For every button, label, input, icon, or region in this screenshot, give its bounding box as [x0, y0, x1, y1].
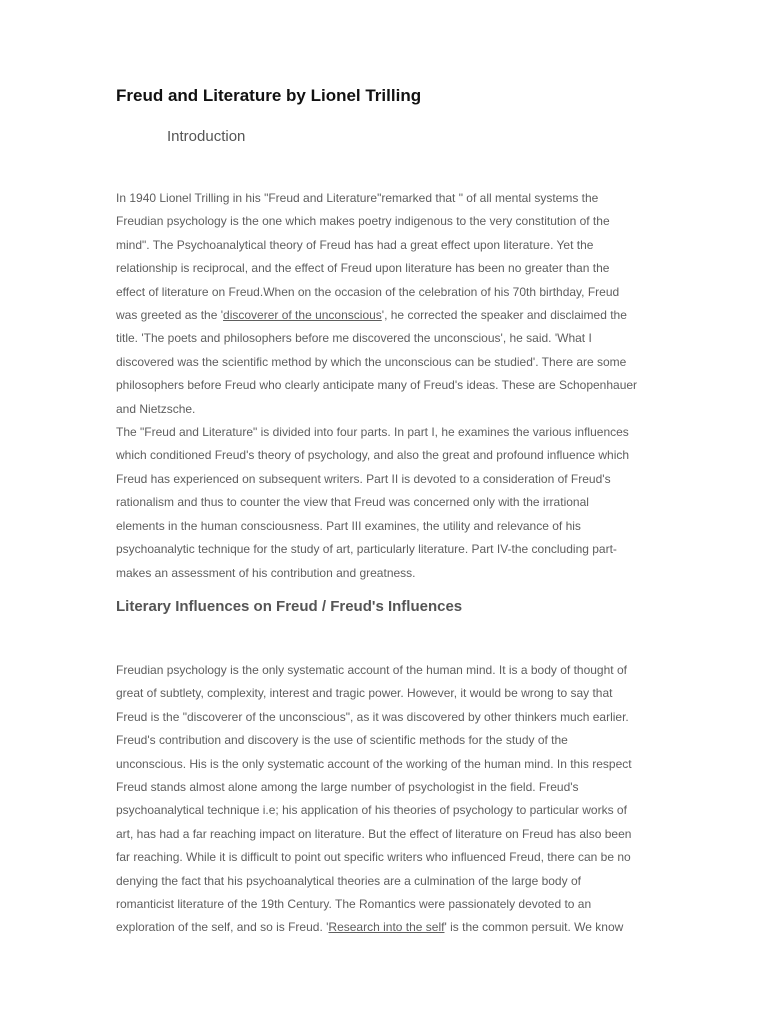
- text-line: [116, 776, 652, 799]
- text-line: [116, 562, 652, 585]
- text-line: [116, 846, 652, 869]
- text-line: [116, 351, 652, 374]
- text-segment: relationship is reciprocal, and the effect of Freud upon literature has been no greater than the: [116, 261, 610, 276]
- text-line: [116, 468, 652, 491]
- text-segment: ' is the common persuit. We know: [444, 920, 624, 935]
- text-segment: In 1940 Lionel Trilling in his "Freud and Literature"remarked that " of all mental systems the: [116, 191, 599, 205]
- text-segment: elements in the human consciousness. Part III examines, the utility and relevance of his: [116, 518, 581, 533]
- text-segment: discovered was the scientific method by which the unconscious can be studied'. There are some: [116, 354, 627, 369]
- text-line: [116, 823, 652, 846]
- text-line: [116, 374, 652, 397]
- document-title: Freud and Literature by Lionel Trilling: [116, 86, 422, 105]
- text-segment: psychoanalytical technique i.e; his application of his theories of psychology to particular works of: [116, 803, 627, 818]
- text-segment: The "Freud and Literature" is divided into four parts. In part I, he examines the various influences: [116, 425, 629, 440]
- inline-link[interactable]: Research into the self: [328, 920, 445, 935]
- text-line: [116, 398, 652, 421]
- text-segment: exploration of the self, and so is Freud. ': [116, 920, 329, 935]
- text-line: [116, 753, 652, 776]
- text-line: [116, 799, 652, 822]
- text-segment: mind". The Psychoanalytical theory of Freud has had a great effect upon literature. Yet the: [116, 237, 594, 252]
- text-line: [116, 706, 652, 729]
- text-segment: and Nietzsche.: [116, 401, 196, 416]
- text-segment: great of subtlety, complexity, interest and tragic power. However, it would be wrong to say that: [116, 686, 613, 701]
- text-segment: rationalism and thus to counter the view that Freud was concerned only with the irrational: [116, 495, 589, 510]
- text-line: [116, 444, 652, 467]
- text-segment: Freudian psychology is the only systematic account of the human mind. It is a body of thought of: [116, 663, 627, 677]
- text-line: [116, 916, 652, 939]
- text-segment: romanticist literature of the 19th Century. The Romantics were passionately devoted to an: [116, 897, 592, 912]
- text-line: [116, 304, 652, 327]
- text-segment: far reaching. While it is difficult to point out specific writers who influenced Freud, there can be no: [116, 850, 631, 865]
- text-segment: was greeted as the ': [116, 308, 224, 323]
- text-line: [116, 682, 652, 705]
- text-segment: psychoanalytic technique for the study of art, particularly literature. Part IV-the concluding part-: [116, 542, 617, 557]
- text-line: [116, 729, 652, 752]
- introduction-body: [116, 187, 652, 585]
- text-segment: Freud's contribution and discovery is the use of scientific methods for the study of the: [116, 733, 568, 748]
- inline-link[interactable]: discoverer of the unconscious: [223, 308, 382, 323]
- text-line: [116, 257, 652, 280]
- text-line: [116, 421, 652, 444]
- text-segment: denying the fact that his psychoanalytical theories are a culmination of the large body of: [116, 873, 581, 888]
- text-line: [116, 210, 652, 233]
- text-segment: effect of literature on Freud.When on the occasion of the celebration of his 70th birthday, Freud: [116, 284, 620, 299]
- text-segment: art, has had a far reaching impact on literature. But the effect of literature on Freud has also been: [116, 826, 632, 841]
- text-line: [116, 234, 652, 257]
- text-line: [116, 515, 652, 538]
- text-segment: Freud has experienced on subsequent writers. Part II is devoted to a consideration of Freud's: [116, 471, 611, 486]
- text-line: [116, 893, 652, 916]
- influences-body: [116, 659, 652, 940]
- text-line: [116, 538, 652, 561]
- text-segment: makes an assessment of his contribution and greatness.: [116, 565, 416, 580]
- text-line: [116, 659, 652, 682]
- text-segment: ', he corrected the speaker and disclaimed the: [381, 308, 627, 323]
- section-heading: Literary Influences on Freud / Freud's Influences: [116, 598, 463, 615]
- text-segment: Freud stands almost alone among the large number of psychologist in the field. Freud's: [116, 780, 579, 795]
- text-segment: philosophers before Freud who clearly anticipate many of Freud's ideas. These are Schopenhauer: [116, 378, 638, 393]
- text-line: [116, 870, 652, 893]
- text-segment: Freud is the "discoverer of the unconscious", as it was discovered by other thinkers much earlier.: [116, 709, 629, 724]
- text-segment: title. 'The poets and philosophers before me discovered the unconscious', he said. 'What I: [116, 331, 592, 346]
- text-segment: unconscious. His is the only systematic account of the working of the human mind. In this respect: [116, 756, 632, 771]
- text-line: [116, 187, 652, 210]
- text-segment: Freudian psychology is the one which makes poetry indigenous to the very constitution of the: [116, 214, 610, 229]
- text-line: [116, 491, 652, 514]
- text-line: [116, 327, 652, 350]
- introduction-heading: Introduction: [167, 128, 246, 145]
- text-line: [116, 281, 652, 304]
- text-segment: which conditioned Freud's theory of psychology, and also the great and profound influence which: [116, 448, 630, 463]
